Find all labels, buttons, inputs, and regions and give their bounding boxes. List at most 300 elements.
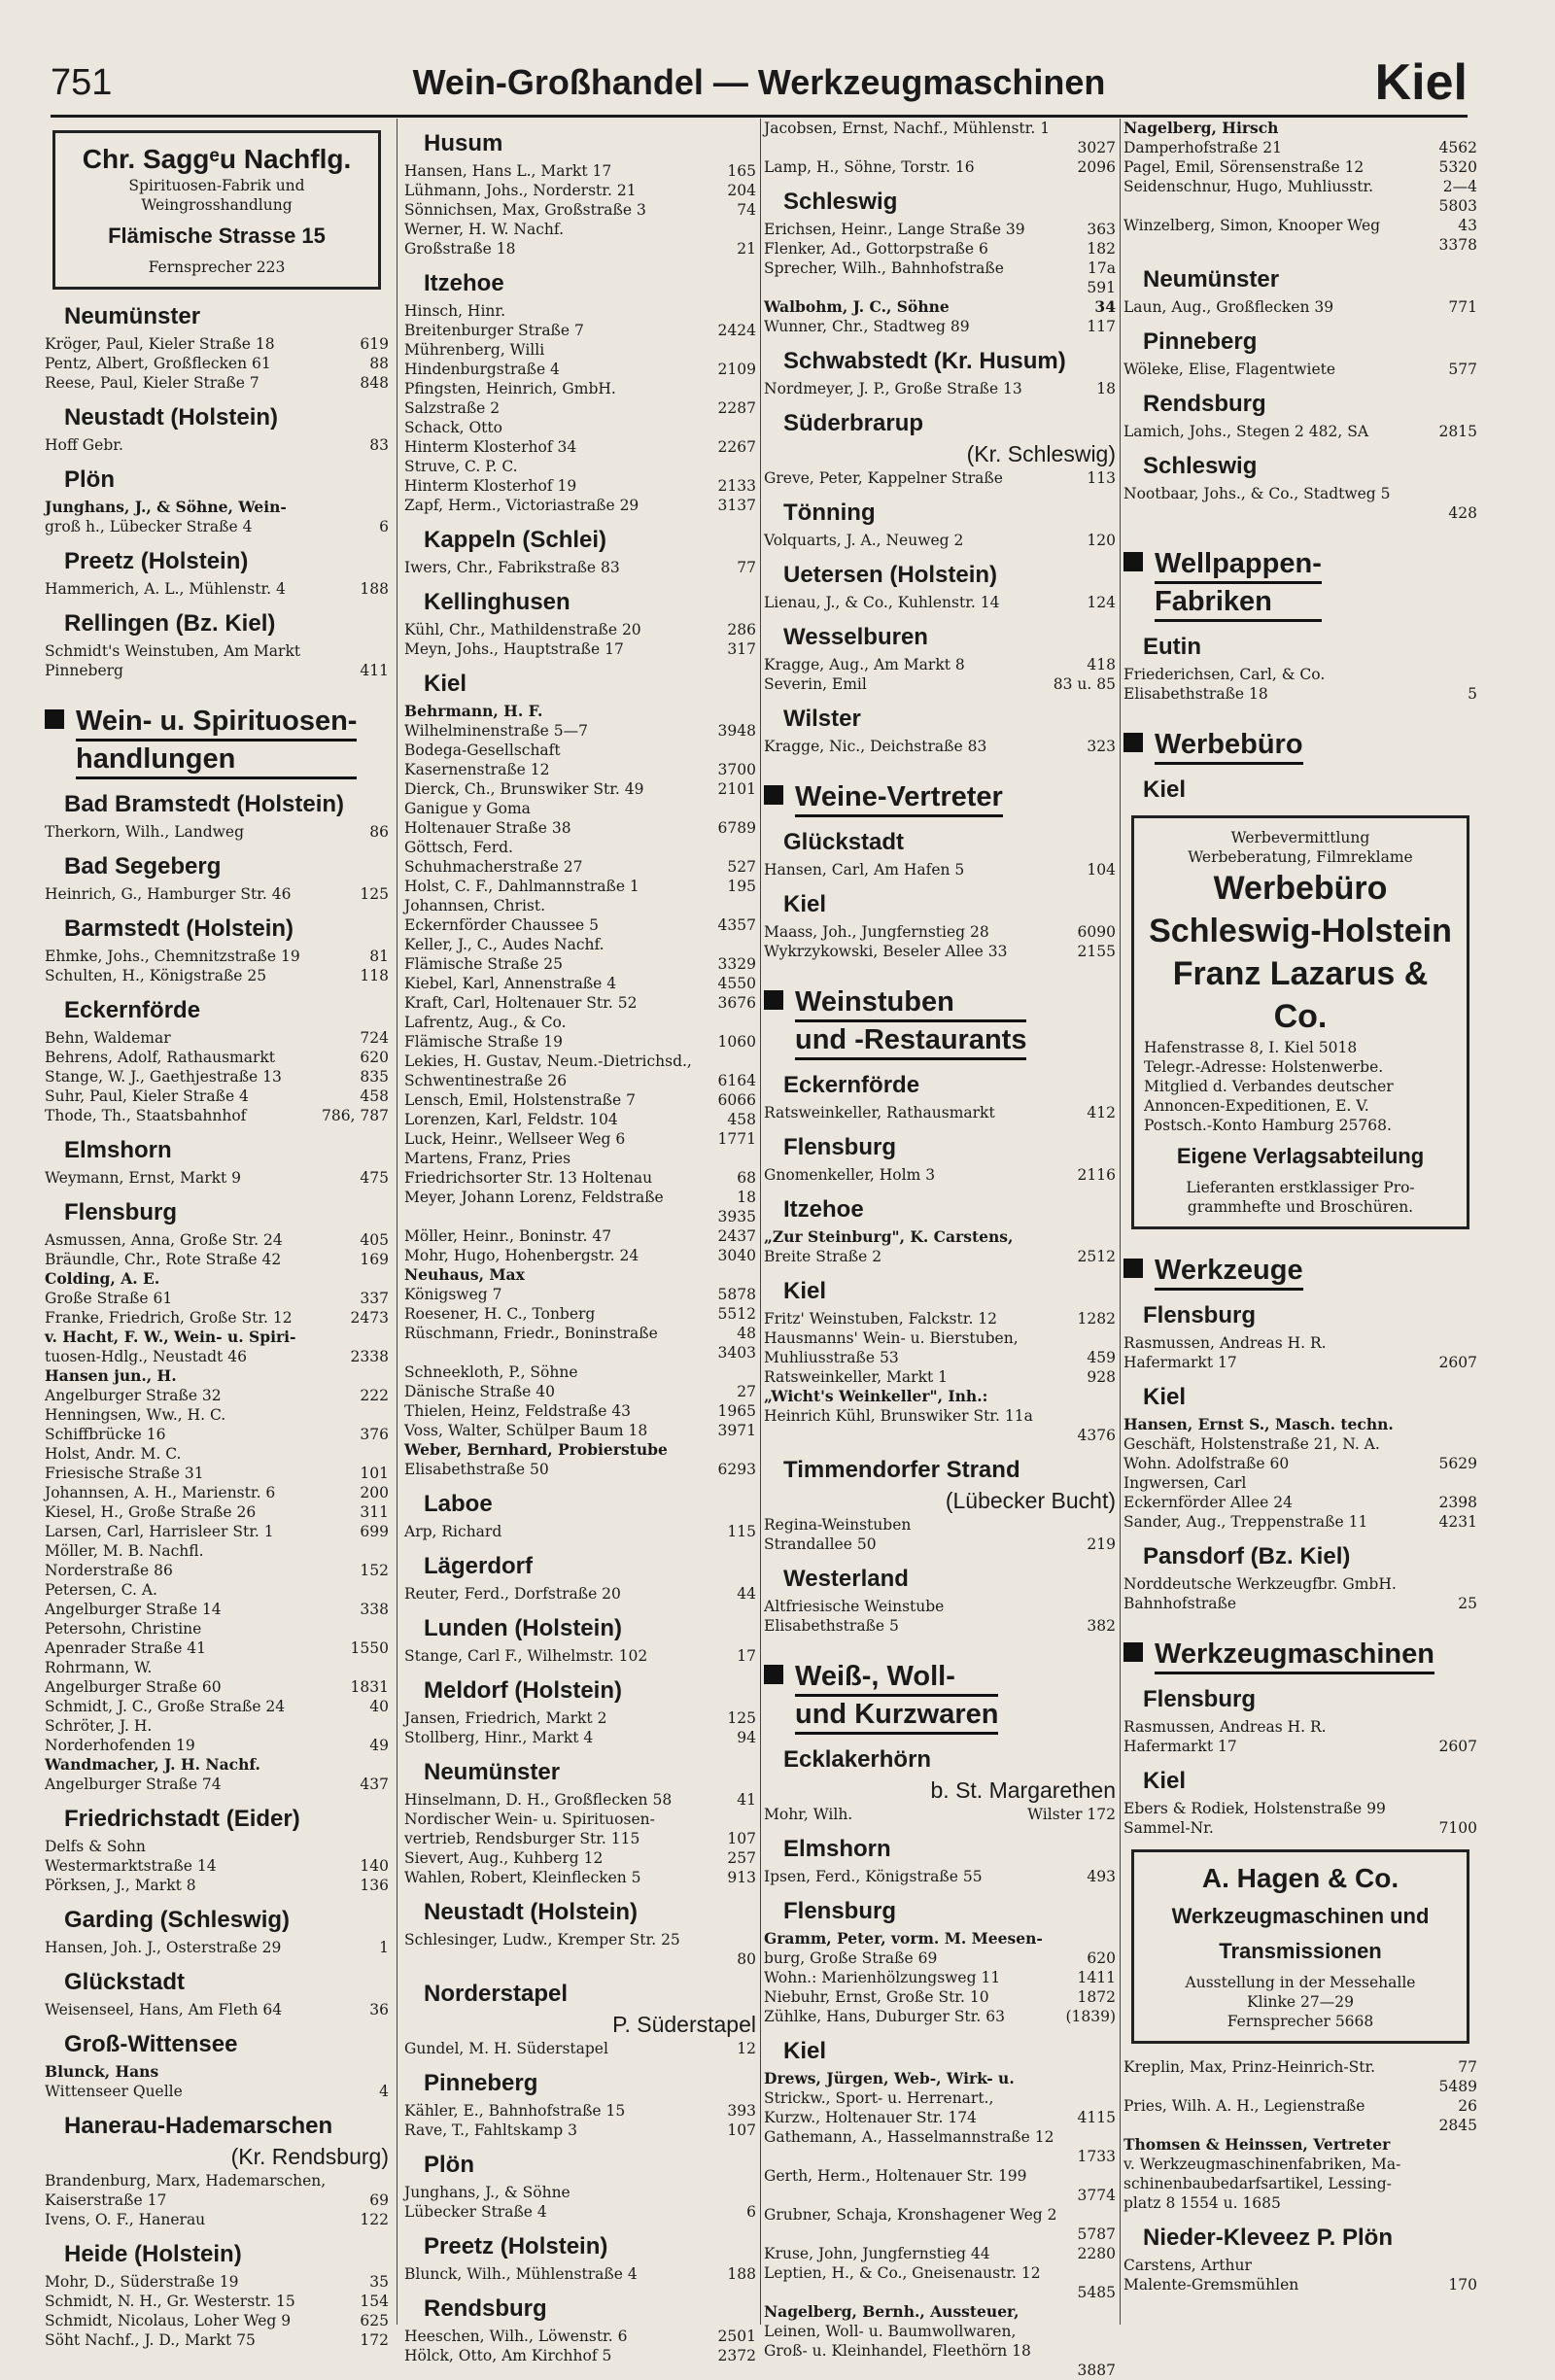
town-heading: Garding (Schleswig) — [64, 1907, 291, 1933]
directory-entry — [45, 1837, 389, 1856]
entry-name: Elisabethstraße 5 — [764, 1617, 899, 1635]
entry-name: Strandallee 50 — [764, 1535, 877, 1553]
entry-phone: 437 — [360, 1776, 389, 1793]
town-heading: Flensburg — [64, 1199, 178, 1225]
category-bullet — [764, 990, 783, 1010]
entry-name: Flenker, Ad., Gottorpstraße 6 — [764, 240, 988, 258]
directory-entry — [45, 1464, 389, 1483]
entry-name: Dierck, Ch., Brunswiker Str. 49 — [404, 780, 644, 798]
entry-phone: 6090 — [1077, 923, 1116, 941]
entry-name: Bahnhofstraße — [1123, 1595, 1237, 1612]
entry-name: Mohr, Wilh. — [764, 1806, 853, 1823]
category-title — [1155, 1637, 1434, 1674]
entry-phone: 5512 — [717, 1305, 756, 1323]
category-title — [1155, 546, 1322, 622]
entry-name: Laun, Aug., Großflecken 39 — [1123, 298, 1334, 316]
column-2 — [404, 119, 756, 2364]
directory-entry — [404, 838, 756, 857]
category-heading — [764, 1659, 1116, 1735]
ad-line: Lieferanten erstklassiger Pro- — [1186, 1179, 1415, 1196]
entry-phone: 2437 — [717, 1227, 756, 1245]
directory-entry — [1123, 1415, 1477, 1434]
town-heading: Lägerdorf — [424, 1553, 534, 1579]
category-heading — [764, 779, 1116, 817]
entry-name: Westermarktstraße 14 — [45, 1857, 217, 1875]
advertisement-box — [1131, 1849, 1469, 2044]
entry-name: Winzelberg, Simon, Knooper Weg — [1123, 217, 1381, 234]
directory-entry — [1123, 297, 1477, 317]
entry-phone: 4550 — [717, 975, 756, 992]
town-heading: Heide (Holstein) — [64, 2241, 242, 2267]
entry-phone: 625 — [360, 2312, 389, 2329]
directory-entry — [404, 1090, 756, 1110]
entry-name: Weisenseel, Hans, Am Fleth 64 — [45, 2001, 283, 2018]
entry-name: Hoff Gebr. — [45, 436, 123, 454]
town-heading: Preetz (Holstein) — [424, 2233, 608, 2259]
directory-entry — [764, 2361, 1116, 2380]
category-title-line: Wellpappen- — [1155, 546, 1322, 584]
entry-name: Petersohn, Christine — [45, 1620, 202, 1638]
directory-entry — [1123, 2077, 1477, 2096]
entry-name: Sprecher, Wilh., Bahnhofstraße — [764, 259, 1004, 277]
entry-phone: 3378 — [1438, 236, 1477, 254]
category-title — [1155, 727, 1303, 765]
entry-name: Wohn.: Marienhölzungsweg 11 — [764, 1969, 1001, 1986]
directory-entry — [45, 1716, 389, 1736]
entry-name: groß h., Lübecker Straße 4 — [45, 518, 253, 535]
entry-phone: 317 — [727, 640, 756, 658]
column-divider — [760, 119, 761, 2325]
ad-line: Werbeberatung, Filmreklame — [1188, 848, 1413, 866]
entry-name: Breite Straße 2 — [764, 1248, 882, 1265]
directory-entry — [404, 2183, 756, 2202]
town-heading: Rendsburg — [1143, 391, 1266, 417]
directory-entry — [1123, 2193, 1477, 2213]
entry-name: Erichsen, Heinr., Lange Straße 39 — [764, 221, 1025, 238]
directory-entry — [404, 1382, 756, 1401]
entry-phone: 257 — [727, 1849, 756, 1867]
entry-phone: 724 — [360, 1029, 389, 1047]
entry-phone: 4231 — [1438, 1513, 1477, 1531]
directory-entry — [1123, 196, 1477, 216]
directory-entry — [45, 373, 389, 393]
directory-entry — [45, 641, 389, 661]
entry-name: Neuhaus, Max — [404, 1265, 525, 1284]
entry-name: Martens, Franz, Pries — [404, 1150, 571, 1167]
entry-name: „Zur Steinburg", K. Carstens, — [764, 1227, 1014, 1246]
directory-entry — [1123, 1454, 1477, 1473]
directory-entry — [404, 1013, 756, 1032]
category-title-line: Weiß-, Woll- — [795, 1659, 998, 1697]
town-heading: Barmstedt (Holstein) — [64, 915, 294, 942]
entry-name: Sönnichsen, Max, Großstraße 3 — [404, 201, 646, 219]
directory-entry — [404, 741, 756, 760]
entry-name: Reuter, Ferd., Dorfstraße 20 — [404, 1585, 621, 1603]
entry-phone: 115 — [727, 1523, 756, 1540]
directory-entry — [404, 1708, 756, 1728]
directory-entry — [45, 1444, 389, 1464]
entry-name: Hinsch, Hinr. — [404, 302, 506, 320]
entry-name: Behn, Waldemar — [45, 1029, 171, 1047]
entry-name: Jacobsen, Ernst, Nachf., Mühlenstr. 1 — [764, 120, 1051, 137]
town-heading: Lunden (Holstein) — [424, 1615, 622, 1641]
entry-phone: 6789 — [717, 819, 756, 837]
entry-name: Groß- u. Kleinhandel, Fleethörn 18 — [764, 2342, 1031, 2360]
entry-name: Malente-Gremsmühlen — [1123, 2276, 1299, 2294]
entry-name: Carstens, Arthur — [1123, 2257, 1252, 2274]
town-heading: Kiel — [783, 1278, 827, 1304]
directory-entry — [45, 2311, 389, 2330]
entry-name: Grubner, Schaja, Kronshagener Weg 2 — [764, 2206, 1057, 2224]
town-subheading: (Kr. Schleswig) — [966, 441, 1116, 466]
entry-phone: 2287 — [717, 399, 756, 417]
town-heading: Plön — [424, 2152, 474, 2178]
entry-name: Kühl, Chr., Mathildenstraße 20 — [404, 621, 641, 638]
town-heading: Ecklakerhörn — [783, 1746, 932, 1773]
directory-entry — [404, 2101, 756, 2121]
entry-name: Kragge, Nic., Deichstraße 83 — [764, 738, 987, 755]
entry-phone: 35 — [369, 2273, 389, 2291]
directory-entry — [404, 1226, 756, 1246]
entry-phone: 27 — [737, 1383, 756, 1400]
directory-entry — [764, 1616, 1116, 1636]
entry-name: Meyn, Johs., Hauptstraße 17 — [404, 640, 624, 658]
entry-name: Maass, Joh., Jungfernstieg 28 — [764, 923, 989, 941]
entry-name: Breitenburger Straße 7 — [404, 322, 584, 339]
directory-entry — [404, 1285, 756, 1304]
directory-entry — [404, 818, 756, 838]
town-heading: Süderbrarup — [783, 410, 924, 436]
directory-entry — [404, 457, 756, 476]
entry-phone: 2155 — [1077, 943, 1116, 960]
directory-entry — [764, 1949, 1116, 1968]
ad-line: Werkzeugmaschinen und — [1171, 1904, 1430, 1928]
town-heading: Kiel — [1143, 1384, 1187, 1410]
category-title-line: Weinstuben — [795, 984, 1026, 1022]
directory-entry — [404, 1265, 756, 1285]
directory-entry — [764, 531, 1116, 550]
directory-entry — [1123, 1717, 1477, 1737]
directory-entry — [1123, 2256, 1477, 2275]
directory-entry — [404, 779, 756, 799]
entry-name: „Wicht's Weinkeller", Inh.: — [764, 1387, 988, 1405]
town-heading: Kiel — [1143, 776, 1187, 803]
town-heading: Nieder-Kleveez P. Plön — [1143, 2225, 1393, 2251]
entry-name: Reese, Paul, Kieler Straße 7 — [45, 374, 259, 392]
category-heading — [1123, 727, 1477, 765]
directory-entry — [1123, 1818, 1477, 1838]
entry-phone: 699 — [360, 1523, 389, 1540]
directory-entry — [764, 1387, 1116, 1406]
entry-phone: 6 — [379, 518, 389, 535]
entry-name: Schmidt, J. C., Große Straße 24 — [45, 1698, 286, 1715]
directory-entry — [404, 721, 756, 741]
directory-entry — [764, 922, 1116, 942]
directory-entry — [764, 1348, 1116, 1367]
directory-entry — [764, 942, 1116, 961]
directory-entry — [45, 1250, 389, 1269]
directory-entry — [764, 1805, 1116, 1824]
entry-name: Hansen, Ernst S., Masch. techn. — [1123, 1415, 1394, 1433]
directory-entry — [404, 620, 756, 639]
town-subheading: b. St. Margarethen — [930, 1777, 1116, 1803]
town-heading: Glückstadt — [64, 1969, 186, 1995]
entry-name: Holst, C. F., Dahlmannstraße 1 — [404, 878, 639, 895]
entry-phone: 7100 — [1438, 1819, 1477, 1837]
entry-phone: 172 — [360, 2331, 389, 2349]
entry-name: Eckernförder Allee 24 — [1123, 1494, 1293, 1511]
entry-name: Leptien, H., & Co., Gneisenaustr. 12 — [764, 2264, 1041, 2282]
directory-entry — [1123, 2135, 1477, 2155]
entry-name: Kragge, Aug., Am Markt 8 — [764, 656, 965, 673]
directory-entry — [404, 301, 756, 321]
entry-phone: 2267 — [717, 438, 756, 456]
directory-entry — [45, 1876, 389, 1895]
directory-entry — [45, 2000, 389, 2019]
entry-name: Ivens, O. F., Hanerau — [45, 2211, 206, 2228]
directory-entry — [404, 915, 756, 935]
directory-entry — [764, 1426, 1116, 1445]
entry-name: Ipsen, Ferd., Königstraße 55 — [764, 1868, 983, 1885]
directory-entry — [404, 1207, 756, 1226]
directory-entry — [45, 1168, 389, 1188]
ad-line: Werbevermittlung — [1230, 829, 1370, 846]
entry-phone: 619 — [360, 335, 389, 353]
directory-entry — [1123, 1493, 1477, 1512]
entry-phone: 40 — [369, 1698, 389, 1715]
entry-phone: 928 — [1087, 1368, 1116, 1386]
entry-phone: 101 — [360, 1465, 389, 1482]
directory-entry — [45, 2292, 389, 2311]
entry-phone: 43 — [1458, 217, 1477, 234]
entry-phone: 3935 — [717, 1208, 756, 1225]
directory-entry — [764, 1227, 1116, 1247]
entry-name: Heeschen, Wilh., Löwenstr. 6 — [404, 2328, 628, 2345]
entry-name: Kraft, Carl, Holtenauer Str. 52 — [404, 994, 638, 1012]
directory-entry — [45, 947, 389, 966]
entry-name: Rüschmann, Friedr., Boninstraße — [404, 1325, 658, 1342]
entry-name: Pagel, Emil, Sörensenstraße 12 — [1123, 158, 1365, 176]
entry-phone: 1 — [379, 1939, 389, 1956]
directory-entry — [1123, 1594, 1477, 1613]
entry-phone: 382 — [1087, 1617, 1116, 1635]
directory-entry — [45, 1541, 389, 1561]
directory-entry — [404, 437, 756, 457]
town-heading: Tönning — [783, 500, 876, 526]
entry-phone: 337 — [360, 1290, 389, 1307]
ad-line: Klinke 27—29 — [1247, 1993, 1354, 2011]
directory-entry — [404, 1848, 756, 1868]
entry-phone: 17 — [737, 1647, 756, 1665]
category-title — [76, 704, 357, 779]
town-heading: Pansdorf (Bz. Kiel) — [1143, 1543, 1351, 1569]
town-heading: Eutin — [1143, 634, 1201, 660]
directory-entry — [404, 1071, 756, 1090]
entry-name: Blunck, Hans — [45, 2062, 159, 2081]
entry-phone: 107 — [727, 1830, 756, 1847]
entry-phone: 125 — [727, 1709, 756, 1727]
directory-entry — [1123, 157, 1477, 177]
entry-name: Pörksen, J., Markt 8 — [45, 1877, 196, 1894]
entry-name: Sander, Aug., Treppenstraße 11 — [1123, 1513, 1368, 1531]
entry-name: schinenbaubedarfsartikel, Lessing- — [1123, 2175, 1392, 2192]
town-subheading: P. Süderstapel — [612, 2012, 756, 2037]
directory-entry — [404, 1032, 756, 1052]
ad-line: Chr. Saggᵉu Nachflg. — [82, 144, 352, 174]
town-heading: Pinneberg — [1143, 328, 1258, 355]
entry-name: Fritz' Weinstuben, Falckstr. 12 — [764, 1310, 998, 1328]
directory-entry — [45, 1347, 389, 1366]
entry-phone: 6293 — [717, 1461, 756, 1478]
entry-name: Hafermarkt 17 — [1123, 1738, 1237, 1755]
entry-phone: 2815 — [1438, 423, 1477, 440]
entry-name: Muhliusstraße 53 — [764, 1349, 899, 1366]
entry-name: Wittenseer Quelle — [45, 2083, 183, 2100]
entry-phone: 125 — [360, 885, 389, 903]
ad-line: Ausstellung in der Messehalle — [1185, 1974, 1416, 1991]
entry-name: Stange, W. J., Gaethjestraße 13 — [45, 1068, 282, 1086]
entry-name: Kaiserstraße 17 — [45, 2191, 167, 2209]
directory-entry — [404, 1110, 756, 1129]
entry-phone: 411 — [360, 662, 389, 679]
entry-name: Gerth, Herm., Holtenauer Str. 199 — [764, 2167, 1027, 2185]
town-heading: Friedrichstadt (Eider) — [64, 1806, 300, 1832]
entry-name: Leinen, Woll- u. Baumwollwaren, — [764, 2323, 1017, 2340]
directory-entry — [764, 655, 1116, 674]
entry-name: Ratsweinkeller, Markt 1 — [764, 1368, 948, 1386]
directory-entry — [45, 2082, 389, 2101]
column-4 — [1123, 119, 1477, 2344]
category-title — [795, 984, 1026, 1060]
entry-name: Friesische Straße 31 — [45, 1465, 204, 1482]
directory-entry — [764, 1406, 1116, 1426]
entry-name: Lekies, H. Gustav, Neum.-Dietrichsd., — [404, 1052, 692, 1070]
entry-phone: 68 — [737, 1169, 756, 1187]
entry-name: Suhr, Paul, Kieler Straße 4 — [45, 1087, 249, 1105]
directory-entry — [45, 661, 389, 680]
entry-name: Voss, Walter, Schülper Baum 18 — [404, 1422, 648, 1439]
entry-name: Schulten, H., Königstraße 25 — [45, 967, 267, 984]
entry-name: Lafrentz, Aug., & Co. — [404, 1014, 567, 1031]
entry-name: Schmidt, Nicolaus, Loher Weg 9 — [45, 2312, 292, 2329]
entry-name: burg, Große Straße 69 — [764, 1949, 938, 1967]
entry-phone: 5803 — [1438, 197, 1477, 215]
entry-name: Struve, C. P. C. — [404, 458, 518, 475]
directory-entry — [404, 200, 756, 220]
directory-entry — [764, 737, 1116, 756]
directory-entry — [45, 1561, 389, 1580]
category-title — [795, 779, 1003, 817]
entry-phone: 2372 — [717, 2347, 756, 2364]
entry-phone: 26 — [1458, 2097, 1477, 2115]
category-bullet — [1123, 1259, 1143, 1278]
directory-entry — [404, 1829, 756, 1848]
entry-name: Schröter, J. H. — [45, 1717, 153, 1735]
directory-entry — [45, 2210, 389, 2229]
entry-phone: 154 — [360, 2293, 389, 2310]
entry-name: Werner, H. W. Nachf. — [404, 221, 564, 238]
entry-name: Kasernenstraße 12 — [404, 761, 550, 778]
entry-name: Larsen, Carl, Harrisleer Str. 1 — [45, 1523, 274, 1540]
ad-line: Transmissionen — [1219, 1939, 1382, 1963]
category-title — [1155, 1253, 1303, 1291]
entry-phone: 118 — [360, 967, 389, 984]
directory-entry — [404, 1188, 756, 1207]
directory-entry — [764, 2108, 1116, 2127]
entry-name: Pfingsten, Heinrich, GmbH. — [404, 380, 616, 397]
town-heading: Kiel — [1143, 1768, 1187, 1794]
entry-phone: 41 — [737, 1791, 756, 1809]
directory-entry — [45, 354, 389, 373]
category-heading — [764, 984, 1116, 1060]
entry-phone: 412 — [1087, 1104, 1116, 1121]
entry-name: Severin, Emil — [764, 675, 867, 693]
entry-name: Königsweg 7 — [404, 1286, 502, 1303]
ad-line: Fernsprecher 5668 — [1227, 2013, 1374, 2030]
entry-name: Ratsweinkeller, Rathausmarkt — [764, 1104, 995, 1121]
entry-phone: 204 — [727, 182, 756, 199]
entry-name: Nootbaar, Johs., & Co., Stadtweg 5 — [1123, 485, 1391, 502]
entry-name: Heinrich Kühl, Brunswiker Str. 11a — [764, 1407, 1033, 1425]
directory-entry — [1123, 1737, 1477, 1756]
entry-name: Kruse, John, Jungfernstieg 44 — [764, 2245, 990, 2262]
town-heading: Wesselburen — [783, 624, 928, 650]
entry-name: Roesener, H. C., Tonberg — [404, 1305, 596, 1323]
entry-name: Hausmanns' Wein- u. Bierstuben, — [764, 1329, 1019, 1347]
entry-name: Lamp, H., Söhne, Torstr. 16 — [764, 158, 975, 176]
entry-phone: 2501 — [717, 2328, 756, 2345]
entry-name: Norderstraße 86 — [45, 1562, 173, 1579]
town-heading: Flensburg — [783, 1134, 897, 1160]
town-heading: Neustadt (Holstein) — [424, 1899, 639, 1925]
directory-entry — [404, 1421, 756, 1440]
entry-phone: 3971 — [717, 1422, 756, 1439]
entry-name: Hansen, Hans L., Markt 17 — [404, 162, 612, 180]
directory-entry — [764, 2244, 1116, 2263]
directory-entry — [1123, 1574, 1477, 1594]
category-bullet — [764, 785, 783, 805]
entry-phone: 2607 — [1438, 1738, 1477, 1755]
entry-phone: 4562 — [1438, 139, 1477, 156]
entry-name: Wykrzykowski, Beseler Allee 33 — [764, 943, 1008, 960]
entry-name: Johannsen, Christ. — [404, 897, 546, 914]
entry-phone: 591 — [1087, 279, 1116, 296]
directory-entry — [404, 896, 756, 915]
entry-phone: 140 — [360, 1857, 389, 1875]
town-heading: Flensburg — [783, 1898, 897, 1924]
entry-phone: 5629 — [1438, 1455, 1477, 1472]
directory-entry — [764, 2166, 1116, 2186]
entry-phone: 1550 — [350, 1639, 389, 1657]
town-heading: Schwabstedt (Kr. Husum) — [783, 348, 1066, 374]
entry-phone: 311 — [360, 1503, 389, 1521]
entry-name: Kiebel, Karl, Annenstraße 4 — [404, 975, 617, 992]
entry-phone: 913 — [727, 1869, 756, 1886]
entry-name: Angelburger Straße 74 — [45, 1776, 222, 1793]
directory-entry — [764, 1103, 1116, 1122]
entry-phone: 1965 — [717, 1402, 756, 1420]
entry-phone: 771 — [1448, 298, 1477, 316]
directory-entry — [45, 1106, 389, 1125]
entry-name: Rave, T., Fahltskamp 3 — [404, 2121, 578, 2139]
entry-phone: 12 — [737, 2040, 756, 2057]
entry-name: Nordmeyer, J. P., Große Straße 13 — [764, 380, 1022, 397]
ad-line: grammhefte und Broschüren. — [1187, 1198, 1414, 1216]
entry-phone: 120 — [1087, 532, 1116, 549]
town-heading: Flensburg — [1143, 1686, 1257, 1712]
entry-name: Johannsen, A. H., Marienstr. 6 — [45, 1484, 276, 1501]
entry-phone: 4 — [379, 2083, 389, 2100]
